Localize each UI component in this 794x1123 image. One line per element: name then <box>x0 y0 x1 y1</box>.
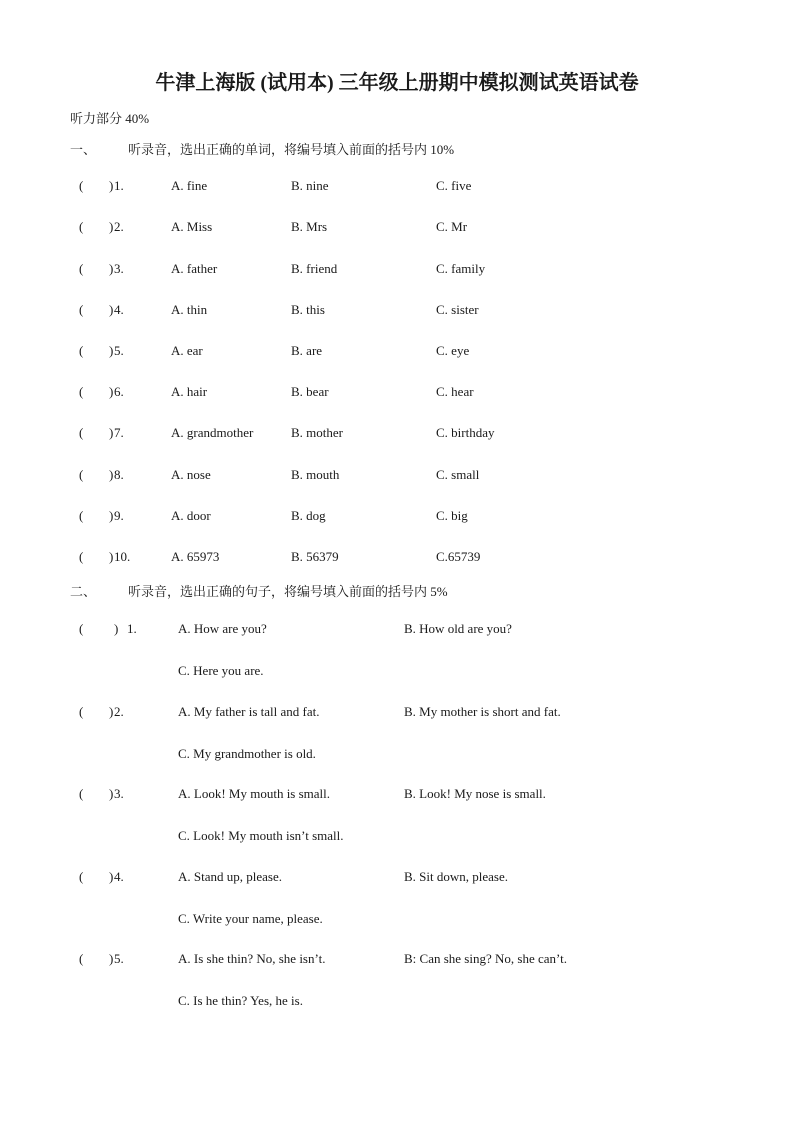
question-number: 7. <box>114 425 124 440</box>
question-number: 4. <box>114 302 124 317</box>
answer-bracket[interactable] <box>79 178 139 194</box>
option-c: C. birthday <box>436 425 495 440</box>
option-b: B. Mrs <box>291 219 328 234</box>
bracket-open: ( <box>79 302 84 317</box>
option-b: B. nine <box>291 178 329 193</box>
answer-bracket[interactable] <box>79 621 149 637</box>
option-b: B. My mother is short and fat. <box>404 704 561 719</box>
bracket-close: ) <box>109 219 114 234</box>
question-number: 10. <box>114 549 131 564</box>
bracket-open: ( <box>79 219 84 234</box>
option-a: A. grandmother <box>171 425 254 440</box>
option-c: C. five <box>436 178 472 193</box>
question-number: 3. <box>114 786 124 801</box>
bracket-open: ( <box>79 508 84 523</box>
bracket-open: ( <box>79 343 84 358</box>
bracket-open: ( <box>79 384 84 399</box>
question-number: 5. <box>114 343 124 358</box>
option-c: C. eye <box>436 343 470 358</box>
option-b: B. this <box>291 302 325 317</box>
option-a: A. father <box>171 261 218 276</box>
bracket-close: ) <box>109 384 114 399</box>
option-b: B. dog <box>291 508 326 523</box>
option-c: C. Write your name, please. <box>178 911 323 926</box>
answer-bracket[interactable] <box>79 261 139 277</box>
answer-bracket[interactable] <box>79 869 149 885</box>
option-b: B. Look! My nose is small. <box>404 786 546 801</box>
question-number: 2. <box>114 219 124 234</box>
answer-bracket[interactable] <box>79 343 139 359</box>
bracket-open: ( <box>79 869 84 884</box>
page-title: 牛津上海版 (试用本) 三年级上册期中模拟测试英语试卷 <box>155 72 639 94</box>
option-c: C.65739 <box>436 549 481 564</box>
answer-bracket[interactable] <box>79 786 149 802</box>
option-a: A. Miss <box>171 219 213 234</box>
option-a: A. Stand up, please. <box>178 869 282 884</box>
section2-marker: 二、 <box>70 584 97 599</box>
option-c: C. family <box>436 261 486 276</box>
option-a: A. My father is tall and fat. <box>178 704 320 719</box>
bracket-close: ) <box>109 343 114 358</box>
section1-instruction: 听录音，选出正确的单词，将编号填入前面的括号内 10% <box>128 142 455 157</box>
bracket-close: ) <box>109 786 114 801</box>
option-c: C. Is he thin? Yes, he is. <box>178 993 303 1008</box>
bracket-close: ) <box>109 467 114 482</box>
option-c: C. Here you are. <box>178 663 264 678</box>
answer-bracket[interactable] <box>79 704 149 720</box>
option-c: C. big <box>436 508 468 523</box>
option-a: A. thin <box>171 302 208 317</box>
bracket-close: ) <box>109 951 114 966</box>
bracket-open: ( <box>79 261 84 276</box>
option-c: C. Look! My mouth isn’t small. <box>178 828 344 843</box>
answer-bracket[interactable] <box>79 549 139 565</box>
answer-bracket[interactable] <box>79 219 139 235</box>
option-a: A. hair <box>171 384 208 399</box>
bracket-open: ( <box>79 467 84 482</box>
question-number: 8. <box>114 467 124 482</box>
bracket-close: ) <box>109 302 114 317</box>
option-c: C. sister <box>436 302 479 317</box>
option-b: B. mouth <box>291 467 340 482</box>
option-a: A. How are you? <box>178 621 267 636</box>
option-c: C. small <box>436 467 480 482</box>
question-number: 4. <box>114 869 124 884</box>
answer-bracket[interactable] <box>79 302 139 318</box>
option-a: A. Is she thin? No, she isn’t. <box>178 951 326 966</box>
option-b: B. How old are you? <box>404 621 512 636</box>
listening-header: 听力部分 40% <box>70 111 150 126</box>
option-c: C. hear <box>436 384 474 399</box>
bracket-close: ) <box>109 508 114 523</box>
question-number: 5. <box>114 951 124 966</box>
answer-bracket[interactable] <box>79 508 139 524</box>
bracket-open: ( <box>79 786 84 801</box>
option-b: B. 56379 <box>291 549 339 564</box>
option-a: A. door <box>171 508 211 523</box>
question-number: 3. <box>114 261 124 276</box>
option-b: B. bear <box>291 384 329 399</box>
bracket-open: ( <box>79 178 84 193</box>
option-b: B. Sit down, please. <box>404 869 508 884</box>
bracket-close: ) <box>109 869 114 884</box>
question-number: 1. <box>127 621 137 636</box>
question-number: 1. <box>114 178 124 193</box>
bracket-open: ( <box>79 425 84 440</box>
question-number: 2. <box>114 704 124 719</box>
option-b: B. friend <box>291 261 338 276</box>
option-a: A. ear <box>171 343 203 358</box>
bracket-open: ( <box>79 621 84 636</box>
option-a: A. nose <box>171 467 211 482</box>
question-number: 6. <box>114 384 124 399</box>
bracket-open: ( <box>79 704 84 719</box>
bracket-open: ( <box>79 951 84 966</box>
option-c: C. Mr <box>436 219 468 234</box>
bracket-close: ) <box>109 425 114 440</box>
bracket-close: ) <box>109 549 114 564</box>
option-b: B. mother <box>291 425 343 440</box>
question-number: 9. <box>114 508 124 523</box>
bracket-open: ( <box>79 549 84 564</box>
option-a: A. fine <box>171 178 208 193</box>
answer-bracket[interactable] <box>79 384 139 400</box>
answer-bracket[interactable] <box>79 467 139 483</box>
option-a: A. 65973 <box>171 549 220 564</box>
bracket-close: ) <box>114 621 119 636</box>
answer-bracket[interactable] <box>79 951 149 967</box>
section1-marker: 一、 <box>70 142 97 157</box>
bracket-close: ) <box>109 178 114 193</box>
answer-bracket[interactable] <box>79 425 139 441</box>
option-b: B: Can she sing? No, she can’t. <box>404 951 567 966</box>
option-c: C. My grandmother is old. <box>178 746 316 761</box>
bracket-close: ) <box>109 261 114 276</box>
option-a: A. Look! My mouth is small. <box>178 786 331 801</box>
bracket-close: ) <box>109 704 114 719</box>
section2-instruction: 听录音，选出正确的句子，将编号填入前面的括号内 5% <box>128 584 448 599</box>
option-b: B. are <box>291 343 323 358</box>
